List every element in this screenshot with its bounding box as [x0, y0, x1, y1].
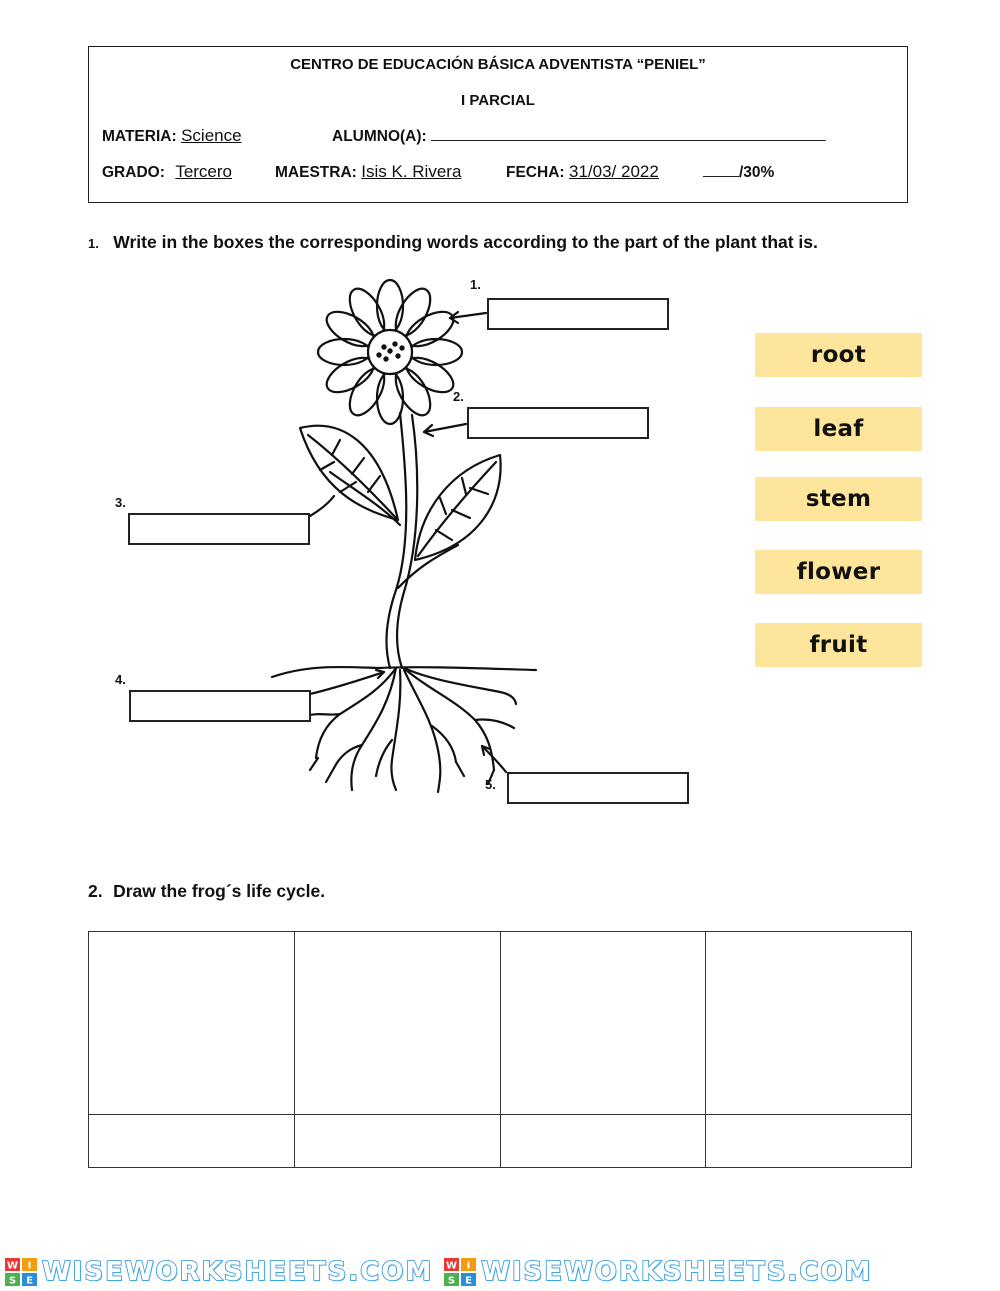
drawing-cell-4[interactable]: [706, 932, 912, 1115]
label-cell-4[interactable]: [706, 1115, 912, 1168]
box-3-number: 3.: [115, 495, 126, 510]
svg-text:S: S: [8, 1275, 17, 1287]
svg-text:I: I: [466, 1260, 471, 1272]
maestra-value: Isis K. Rivera: [361, 162, 462, 181]
question-2-text: Draw the frog´s life cycle.: [113, 881, 326, 901]
svg-text:I: I: [27, 1260, 32, 1272]
school-name: CENTRO DE EDUCACIÓN BÁSICA ADVENTISTA “PENIEL”: [290, 56, 706, 73]
fecha-value: 31/03/ 2022: [569, 162, 659, 181]
grado-value: Tercero: [175, 162, 232, 181]
box-1-number: 1.: [470, 277, 481, 292]
arrow-3: [310, 496, 334, 516]
score-suffix: /30%: [739, 164, 775, 181]
exam-title: I PARCIAL: [461, 92, 535, 109]
drawing-cell-2[interactable]: [294, 932, 500, 1115]
svg-text:E: E: [465, 1275, 473, 1287]
drawing-cell-3[interactable]: [500, 932, 706, 1115]
question-1-text: Write in the boxes the corresponding words according to the part of the plant that is.: [113, 232, 818, 252]
frog-life-cycle-table: [88, 931, 912, 1168]
word-card-root[interactable]: root: [755, 333, 922, 377]
flower-head: [318, 280, 462, 424]
maestra-label: MAESTRA:: [275, 164, 357, 181]
word-card-stem[interactable]: stem: [755, 477, 922, 521]
answer-box-4[interactable]: [129, 690, 311, 722]
answer-box-1[interactable]: [487, 298, 669, 330]
svg-text:S: S: [448, 1275, 456, 1287]
svg-text:E: E: [26, 1275, 33, 1287]
materia-value: Science: [181, 126, 242, 145]
label-cell-2[interactable]: [294, 1115, 500, 1168]
grado-label: GRADO:: [102, 164, 165, 181]
word-card-leaf[interactable]: leaf: [755, 407, 922, 451]
fecha-label: FECHA:: [506, 164, 565, 181]
alumno-label: ALUMNO(A):: [332, 128, 427, 145]
label-cell-3[interactable]: [500, 1115, 706, 1168]
watermark-text-1: WISEWORKSHEETS.COM: [42, 1257, 434, 1287]
answer-box-5[interactable]: [507, 772, 689, 804]
box-5-number: 5.: [485, 777, 496, 792]
logo-icon: [4, 1257, 38, 1287]
box-4-number: 4.: [115, 672, 126, 687]
box-2-number: 2.: [453, 389, 464, 404]
question-2-number: 2.: [88, 881, 103, 901]
materia-label: MATERIA:: [102, 128, 177, 145]
word-card-fruit[interactable]: fruit: [755, 623, 922, 667]
svg-text:W: W: [446, 1260, 458, 1272]
drawing-cell-1[interactable]: [89, 932, 295, 1115]
question-1-number: 1.: [88, 236, 99, 251]
label-cell-1[interactable]: [89, 1115, 295, 1168]
word-card-flower[interactable]: flower: [755, 550, 922, 594]
svg-text:W: W: [6, 1260, 19, 1272]
answer-box-3[interactable]: [128, 513, 310, 545]
answer-box-2[interactable]: [467, 407, 649, 439]
question-2: [88, 881, 325, 902]
watermark-text-2: WISEWORKSHEETS.COM: [481, 1257, 873, 1287]
footer-watermark: [0, 1253, 1000, 1291]
logo-icon: [443, 1257, 477, 1287]
